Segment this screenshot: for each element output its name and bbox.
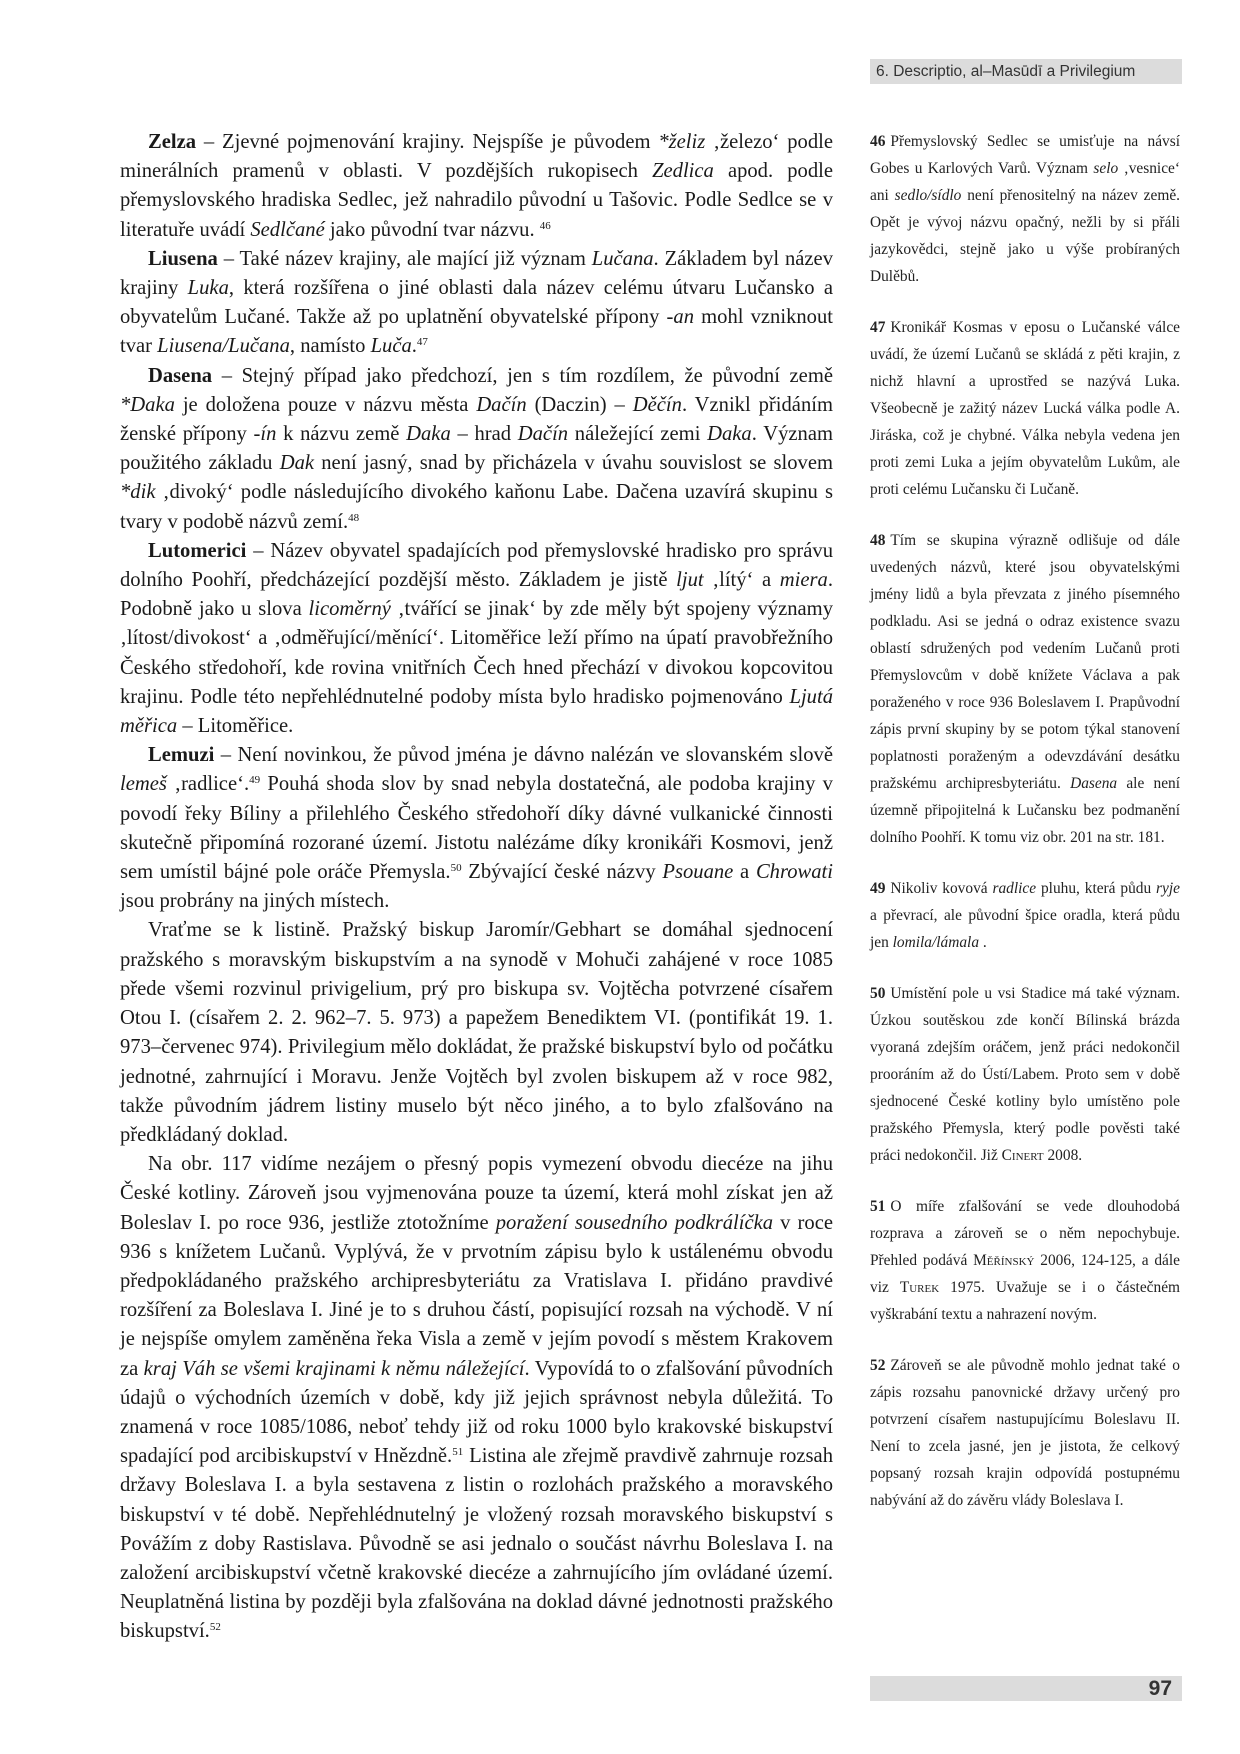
footnote-number: 50 <box>870 985 886 1002</box>
footnote-49 <box>870 875 1180 956</box>
paragraph-dasena <box>120 362 833 537</box>
text-run: a <box>733 861 756 884</box>
italic-run: Daka <box>406 423 451 446</box>
italic-run: kraj Váh se všemi krajinami k němu náležející <box>143 1357 525 1380</box>
italic-run: radlice <box>992 880 1037 897</box>
author-name: Cinert <box>1001 1147 1044 1164</box>
italic-run: selo <box>1093 160 1119 177</box>
text-run: jsou probrány na jiných místech. <box>120 890 390 913</box>
footnote-number: 47 <box>870 319 886 336</box>
text-run: . Podobně jako u slova <box>120 569 833 621</box>
italic-run: Luča <box>370 335 412 358</box>
text-run: – Stejný případ jako předchozí, jen s tím rozdílem, že původní země <box>212 364 833 387</box>
running-head: 6. Descriptio, al–Masūdī a Privilegium <box>870 59 1182 84</box>
author-name: Turek <box>899 1279 940 1296</box>
text-run: ‚radlice‘. <box>166 773 250 796</box>
footnote-50 <box>870 980 1180 1169</box>
footnote-number: 51 <box>870 1198 886 1215</box>
text-run: . Význam použitého základu <box>120 423 833 475</box>
text-run: 2008. <box>1043 1147 1083 1164</box>
italic-run: Ljutá měřica <box>120 685 833 738</box>
main-text <box>120 128 833 1647</box>
page-number: 97 <box>1148 1677 1172 1700</box>
footnote-ref-49[interactable]: 49 <box>249 774 261 787</box>
footnote-number: 46 <box>870 133 886 150</box>
text-run: – Název obyvatel spadajících pod přemyslovské hradisko pro správu dolního Poohří, předcházející pozdější město. Základem je jistě <box>120 539 833 592</box>
footnote-number: 52 <box>870 1357 886 1374</box>
text-run: v roce 936 s knížetem Lučanů. Vyplývá, že v prvotním zápisu bylo k ustálenému obvodu předpokládaného pražského archipresbyteriátu za Vratislava I. přidáno pravdivé rozšíření za Boleslava I. Jiné je to s druhou částí, popisující rozsah na východě. V ní je nejspíše omylem zaměněna řeka Visla a země v jejím povodí s městem Krakovem za <box>120 1211 833 1380</box>
italic-run: ryje <box>1156 880 1180 897</box>
term-liusena: Liusena <box>148 247 218 270</box>
text-run: a převrací, ale původní špice oradla, která půdu jen <box>870 907 1180 951</box>
italic-run: -an <box>666 306 694 329</box>
italic-run: *dik <box>120 481 156 504</box>
italic-run: sedlo/sídlo <box>894 187 962 204</box>
term-lemuzi: Lemuzi <box>148 744 215 767</box>
author-name: Měřínský <box>973 1252 1035 1269</box>
italic-run: -ín <box>253 423 277 446</box>
text-run: k názvu země <box>276 423 407 446</box>
italic-run: Lučana <box>591 247 654 270</box>
text-run: apod. podle přemyslovského hradiska Sedlec, jež nahradilo původní u Tašovic. Podle Sedlce se v literatuře uvádí <box>120 160 833 241</box>
term-lutomerici: Lutomerici <box>148 539 247 562</box>
italic-run: Daka <box>707 423 752 446</box>
text-run: ‚divoký‘ podle následujícího divokého kaňonu Labe. Dačena uzavírá skupinu s tvary v podobě názvů zemí. <box>120 481 833 533</box>
text-run: ‚lítý‘ a <box>703 569 780 592</box>
footnote-ref-50[interactable]: 50 <box>450 862 462 875</box>
italic-run: Dak <box>279 452 315 475</box>
italic-run: Sedlčané <box>250 218 325 241</box>
footnote-52 <box>870 1352 1180 1514</box>
italic-run: poražení sousedního podkrálíčka <box>495 1211 774 1234</box>
italic-run: Děčín <box>632 393 682 416</box>
italic-run: Psouane <box>662 861 734 884</box>
text-run: 2006, 124-125, a dále viz <box>870 1252 1180 1296</box>
text-run: ‚tvářící se jinak‘ by zde měly být spojeny významy ‚lítost/divokost‘ a ‚odměřující/měnící‘. Litoměřice leží přímo na úpatí pravobřežního Českého středohoří, kde rovina vnitřních Čech hned přechází v divokou kopcovitou krajinu. Podle této nepřehlédnutelné podoby místa bylo hradisko pojmenováno <box>120 598 833 708</box>
italic-run: Chrowati <box>755 861 833 884</box>
footnote-number: 49 <box>870 880 886 897</box>
text-run: Kronikář Kosmas v eposu o Lučanské válce uvádí, že území Lučanů se skládá z pěti krajin, z nichž hlavní a uprostřed se nazývá Luka. Všeobecně je zažitý název Lucká válka podle A. Jiráska, což je chybné. Válka nebyla vedena jen proti zemi Luka a jejím obyvatelům Lukům, ale proti celému Lučansku či Lučaně. <box>870 319 1180 498</box>
footnote-ref-46[interactable]: 46 <box>539 219 551 232</box>
italic-run: lemeš <box>120 773 167 796</box>
footnotes-column <box>870 128 1180 1538</box>
text-run: ‚železo‘ podle minerálních pramenů v oblasti. V pozdějších rukopisech <box>120 131 833 183</box>
paragraph-obr-117 <box>120 1150 833 1646</box>
text-run: Nikoliv kovová <box>890 880 993 897</box>
text-run: . <box>411 335 417 358</box>
italic-run: *želiz <box>658 131 706 153</box>
text-run: Na obr. 117 vidíme nezájem o přesný popis vymezení obvodu diecéze na jihu České kotliny. Zároveň jsou vyjmenována pouze ta území, která mohl získat jen až Boleslav I. po roce 936, jestliže ztotožníme <box>120 1153 833 1234</box>
text-run: . Vznikl přidáním ženské přípony <box>120 393 833 446</box>
text-run: – Zjevné pojmenování krajiny. Nejspíše je původem <box>196 131 659 153</box>
text-run: není přenositelný na název země. Opět je vývoj názvu opačný, nežli by si přáli jazykovědci, stejně jako u výše probíraných Dulěbů. <box>870 187 1180 285</box>
text-run: je doložena pouze v názvu města <box>174 393 477 416</box>
footnote-ref-51[interactable]: 51 <box>452 1446 464 1459</box>
text-run: jako původní tvar názvu. <box>324 218 535 241</box>
text-run: O míře zfalšování se vede dlouhodobá rozprava a zároveň se o něm nepochybuje. Přehled podává <box>870 1198 1180 1269</box>
text-run: ale není územně připojitelná k Lučansku bez podmanění dolního Poohří. K tomu viz obr. 201 na str. 181. <box>870 775 1180 846</box>
text-run: Tím se skupina výrazně odlišuje od dále uvedených názvů, které jsou obyvatelskými jmény lidů a byla převzata z jiného písemného podkladu. Asi se jedná o odraz existence svazu oblastí sdružených pod vedením Lučanů proti Přemyslovcům v době knížete Václava a pak poraženého v roce 936 Boleslavem I. Prapůvodní zápis první skupiny by se potom týkal stanovení poplatnosti poraženým a odevzdávání desátku pražskému archipresbyteriátu. <box>870 532 1180 792</box>
text-run: . Vypovídá to o zfalšování původních údajů o východních územích v době, kdy již jejich správnost nebyla důležitá. To znamená v roce 1085/1086, neboť tehdy již od roku 1000 bylo krakovské biskupství spadající pod arcibiskupství v Hnězdně. <box>120 1357 833 1468</box>
text-run: (Daczin) – <box>526 393 633 416</box>
paragraph-lemuzi <box>120 741 833 916</box>
text-run: není jasný, snad by přicházela v úvahu souvislost se slovem <box>314 452 833 475</box>
italic-run: Luka <box>187 277 229 300</box>
footnote-number: 48 <box>870 532 886 549</box>
italic-run: ljut <box>676 569 704 592</box>
text-run: 1975. Uvažuje se i o částečném vyškrabání textu a nahrazení novým. <box>870 1279 1180 1323</box>
footnote-46 <box>870 128 1180 290</box>
text-run: , která rozšířena o jiné oblasti dala název celému útvaru Lučansko a obyvatelům Lučané. Takže až po uplatnění obyvatelské přípony <box>120 277 833 329</box>
paragraph-lutomerici <box>120 537 833 741</box>
page-footer-bar <box>870 1676 1182 1701</box>
italic-run: miera <box>779 569 828 592</box>
text-run: . <box>979 934 987 951</box>
text-run: Umístění pole u vsi Stadice má také význam. Úzkou soutěskou zde končí Bílinská brázda vyoraná zdejším oráčem, jenž práci nedokončil prooráním až do Ústí/Labem. Proto sem v době sjednocené České kotliny bylo umístěno pole pražského Přemysla, který podle pověsti také práci nedokončil. Již <box>870 985 1180 1164</box>
text-run: ‚vesnice‘ ani <box>870 160 1180 204</box>
paragraph-zelza <box>120 128 833 245</box>
italic-run: Dačín <box>476 393 527 416</box>
text-run: pluhu, která půdu <box>1036 880 1157 897</box>
italic-run: licoměrný <box>308 598 391 621</box>
text-run: , namísto <box>289 335 371 358</box>
text-run: Listina ale zřejmě pravdivě zahrnuje rozsah državy Boleslava I. a byla sestavena z listin o rozlohách pražského a moravského biskupství v té době. Nepřehlédnutelný je vložený rozsah moravského biskupství s Povážím z doby Rastislava. Původně se asi jednalo o součást návrhu Boleslava I. na založení arcibiskupství včetně krakovské diecéze a zahrnujícího jím ovládané území. Neuplatněná listina by později byla zfalšována na doklad dávné jednotnosti pražského biskupství. <box>120 1445 833 1643</box>
text-run: Pouhá shoda slov by snad nebyla dostatečná, ale podoba krajiny v povodí řeky Bíliny a přilehlého Českého středohoří díky dávné vulkanické činnosti skutečně připomíná rozorané území. Jistotu nalézáme díky kronikáři Kosmovi, jenž sem umístil bájné pole oráče Přemysla. <box>120 773 833 884</box>
term-dasena: Dasena <box>148 364 213 387</box>
italic-run: lomila/lámala <box>892 934 980 951</box>
italic-run: Liusena/Lučana <box>157 335 290 358</box>
footnote-47 <box>870 314 1180 503</box>
text-run: – Také název krajiny, ale mající již význam <box>217 247 592 270</box>
italic-run: Dačín <box>517 423 569 446</box>
text-run: náležející zemi <box>568 423 708 446</box>
text-run: Zároveň se ale původně mohlo jednat také o zápis rozsahu panovnické državy určený pro potvrzení císařem nastupujícímu Boleslavu II. Není to zcela jasné, jen je jistota, že celkový popsaný rozsah krajin odpovídá postupnému nabývání až do závěru vlády Boleslava I. <box>870 1357 1180 1509</box>
text-run: mohl vzniknout tvar <box>120 306 833 358</box>
text-run: – Není novinkou, že původ jména je dávno nalézán ve slovanském slově <box>214 744 833 767</box>
footnote-51 <box>870 1193 1180 1328</box>
italic-run: *Daka <box>120 393 175 416</box>
paragraph-listina: Vraťme se k listině. Pražský biskup Jaromír/Gebhart se domáhal sjednocení pražského s moravským biskupstvím a na synodě v Mohuči zahájené v roce 1085 přede všemi rozvinul privigelium, prý pro biskupa sv. Vojtěcha potvrzené císařem Otou I. (císařem 2. 2. 962–7. 5. 973) a papežem Benediktem VI. (pontifikát 19. 1. 973–červenec 974). Privilegium mělo dokládat, že pražské biskupství bylo od počátku jednotné, zahrnující i Moravu. Jenže Vojtěch byl zvolen biskupem až v roce 982, takže původním jádrem listiny muselo být něco jiného, a to bylo zfalšováno na předkládaný doklad. <box>120 919 833 1146</box>
text-run: Přemyslovský Sedlec se umisťuje na návsí Gobes u Karlových Varů. Význam <box>870 133 1180 177</box>
paragraph-liusena <box>120 245 833 362</box>
footnote-ref-47[interactable]: 47 <box>416 336 428 349</box>
footnote-48 <box>870 527 1180 851</box>
italic-run: Dasena <box>1070 775 1118 792</box>
italic-run: Zedlica <box>652 160 714 183</box>
text-run: – hrad <box>450 423 518 446</box>
text-run: – Litoměřice. <box>177 715 294 738</box>
text-run: . Základem byl název krajiny <box>120 247 833 300</box>
term-zelza: Zelza <box>148 131 197 153</box>
footnote-ref-52[interactable]: 52 <box>209 1621 221 1634</box>
text-run: Zbývající české názvy <box>461 861 663 884</box>
footnote-ref-48[interactable]: 48 <box>348 511 360 524</box>
